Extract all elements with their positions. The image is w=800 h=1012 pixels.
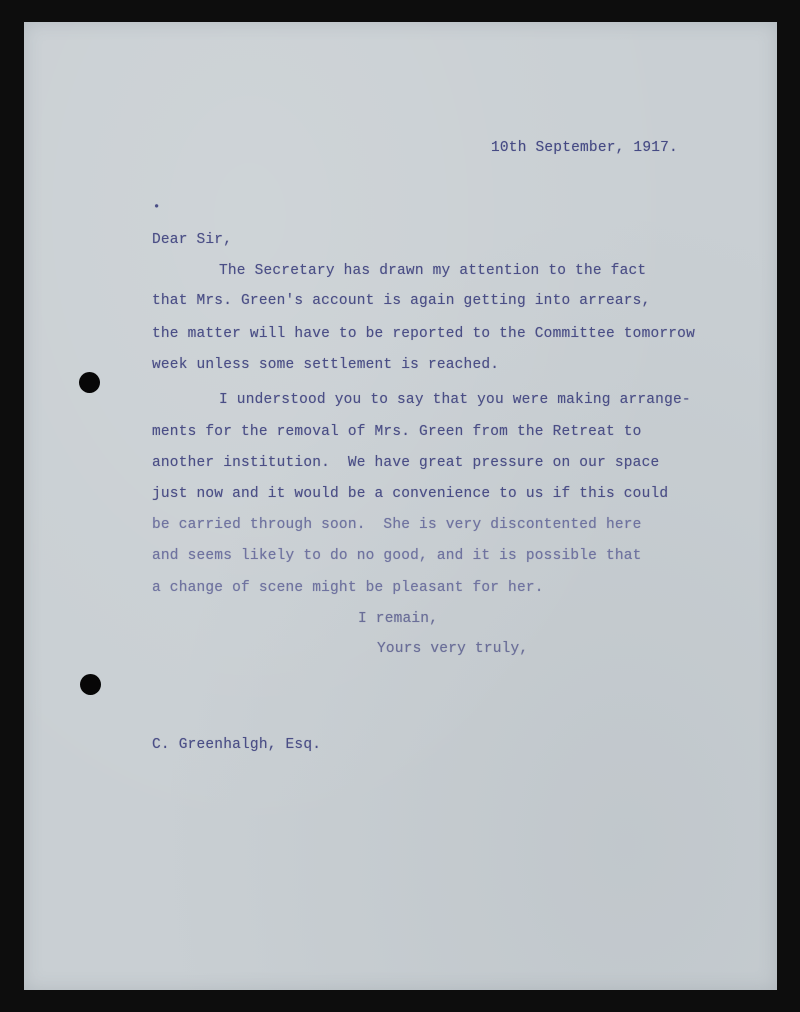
letter-page (24, 22, 777, 990)
body-line: week unless some settlement is reached. (152, 357, 500, 373)
body-line: that Mrs. Green's account is again getting into arrears, (152, 293, 651, 309)
body-line: the matter will have to be reported to the Committee tomorrow (152, 326, 695, 342)
punch-hole-top (79, 372, 100, 393)
body-line: and seems likely to do no good, and it is possible that (152, 548, 642, 564)
body-line: just now and it would be a convenience to us if this could (152, 486, 669, 502)
punch-hole-bottom (80, 674, 101, 695)
addressee: C. Greenhalgh, Esq. (152, 737, 322, 753)
closing-remain: I remain, (358, 611, 439, 627)
body-line: The Secretary has drawn my attention to the fact (219, 263, 647, 279)
body-line: ments for the removal of Mrs. Green from the Retreat to (152, 424, 642, 440)
body-line: be carried through soon. She is very discontented here (152, 517, 642, 533)
body-line: a change of scene might be pleasant for her. (152, 580, 544, 596)
closing-signoff: Yours very truly, (377, 641, 529, 657)
margin-mark: • (153, 200, 161, 214)
body-line: another institution. We have great pressure on our space (152, 455, 660, 471)
letter-date: 10th September, 1917. (491, 140, 678, 156)
salutation: Dear Sir, (152, 232, 233, 248)
body-line: I understood you to say that you were making arrange- (219, 392, 691, 408)
